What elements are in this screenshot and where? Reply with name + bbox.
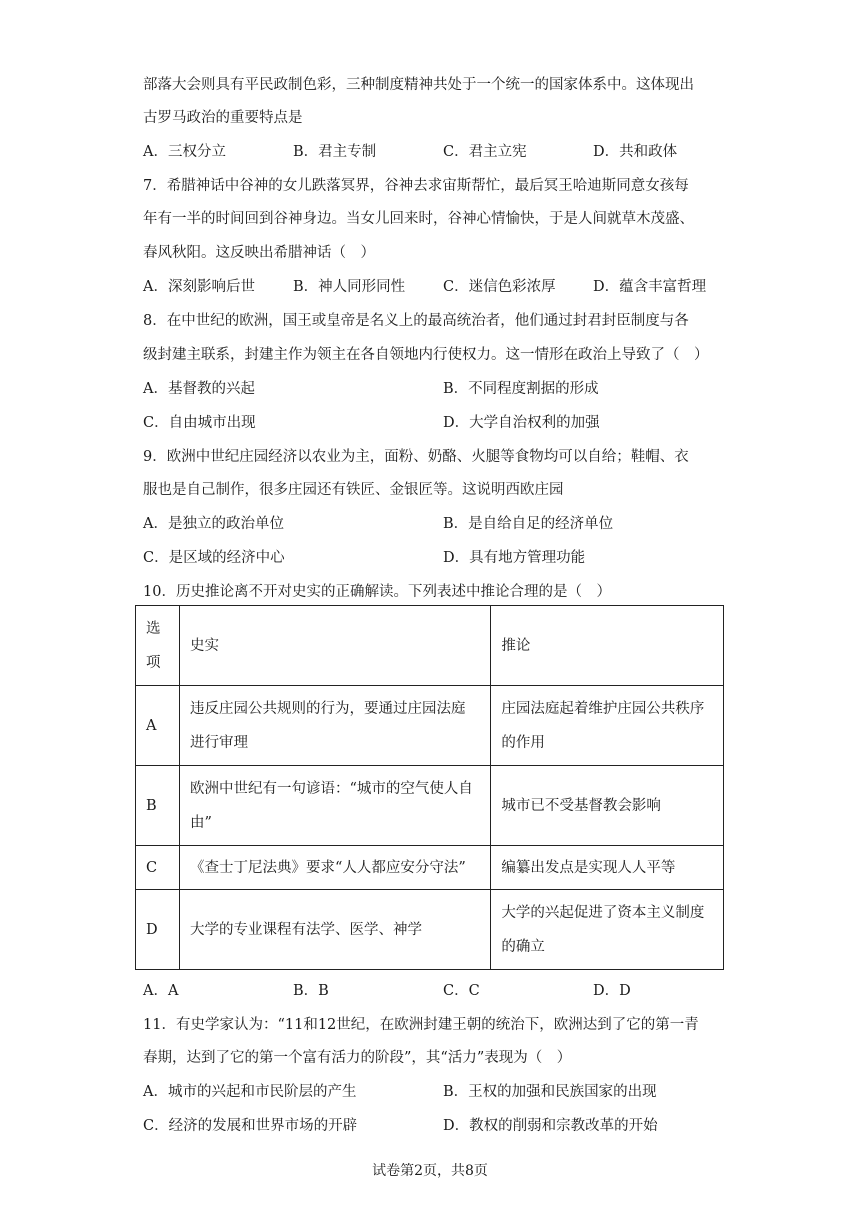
- q7-stem-line-2: 年有一半的时间回到谷神身边。当女儿回来时，谷神心情愉快，于是人间就草木茂盛、: [143, 211, 694, 227]
- q6-option-b[interactable]: B．君主专制: [293, 144, 377, 160]
- row-inference-cell: 编纂出发点是实现人人平等: [491, 846, 724, 890]
- table-row: [136, 890, 724, 970]
- q10-option-d[interactable]: D．D: [593, 983, 631, 999]
- q8-option-d[interactable]: D．大学自治权利的加强: [443, 415, 600, 431]
- row-inference-line-1: 大学的兴起促进了资本主义制度: [501, 904, 705, 921]
- q7-option-d[interactable]: D．蕴含丰富哲理: [593, 279, 707, 295]
- q9-option-d[interactable]: D．具有地方管理功能: [443, 550, 586, 566]
- header-inference-cell: 推论: [491, 606, 724, 686]
- q8-option-b[interactable]: B．不同程度割据的形成: [443, 381, 599, 397]
- row-fact-line-1: 欧洲中世纪有一句谚语：“城市的空气使人自: [189, 780, 473, 797]
- table-row: [136, 846, 724, 890]
- history-inference-table: [135, 605, 724, 970]
- q8-option-a[interactable]: A．基督教的兴起: [143, 381, 255, 397]
- q6-option-d[interactable]: D．共和政体: [593, 144, 678, 160]
- q10-option-a[interactable]: A．A: [143, 983, 179, 999]
- header-option-line-2: 项: [146, 654, 161, 671]
- row-inference-cell: 城市已不受基督教会影响: [491, 766, 724, 846]
- page-footer: 试卷第2页，共8页: [372, 1163, 488, 1179]
- q10-stem: 10．历史推论离不开对史实的正确解读。下列表述中推论合理的是（ ）: [143, 584, 611, 600]
- row-fact-line-2: 由”: [189, 814, 212, 831]
- q11-option-b[interactable]: B．王权的加强和民族国家的出现: [443, 1084, 657, 1100]
- q8-stem-line-1: 8．在中世纪的欧洲，国王或皇帝是名义上的最高统治者，他们通过封君封臣制度与各: [143, 313, 689, 329]
- row-fact-cell: [179, 686, 490, 766]
- q7-option-a[interactable]: A．深刻影响后世: [143, 279, 255, 295]
- q7-option-c[interactable]: C．迷信色彩浓厚: [443, 279, 556, 295]
- row-fact-line-1: 违反庄园公共规则的行为，要通过庄园法庭: [189, 700, 466, 717]
- row-inference-line-2: 的作用: [501, 734, 545, 751]
- row-option-cell: D: [136, 890, 180, 970]
- q11-option-a[interactable]: A．城市的兴起和市民阶层的产生: [143, 1084, 357, 1100]
- row-option-cell: C: [136, 846, 180, 890]
- q9-option-b[interactable]: B．是自给自足的经济单位: [443, 516, 614, 532]
- q7-stem-line-1: 7．希腊神话中谷神的女儿跌落冥界，谷神去求宙斯帮忙，最后冥王哈迪斯同意女孩每: [143, 178, 689, 194]
- header-fact-cell: 史实: [179, 606, 490, 686]
- q10-option-b[interactable]: B．B: [293, 983, 329, 999]
- row-option-cell: A: [136, 686, 180, 766]
- table-row: [136, 686, 724, 766]
- q9-stem-line-1: 9．欧洲中世纪庄园经济以农业为主，面粉、奶酪、火腿等食物均可以自给；鞋帽、衣: [143, 449, 689, 465]
- q11-option-d[interactable]: D．教权的削弱和宗教改革的开始: [443, 1118, 658, 1134]
- q9-option-c[interactable]: C．是区域的经济中心: [143, 550, 285, 566]
- table-header-row: [136, 606, 724, 686]
- q10-option-c[interactable]: C．C: [443, 983, 480, 999]
- q6-stem-line-1: 部落大会则具有平民政制色彩，三种制度精神共处于一个统一的国家体系中。这体现出: [143, 77, 694, 93]
- header-option-cell: [136, 606, 180, 686]
- q11-stem-line-1: 11．有史学家认为：“11和12世纪，在欧洲封建王朝的统治下，欧洲达到了它的第一青: [143, 1017, 699, 1033]
- table-row: [136, 766, 724, 846]
- q9-option-a[interactable]: A．是独立的政治单位: [143, 516, 284, 532]
- row-inference-line-1: 庄园法庭起着维护庄园公共秩序: [501, 700, 705, 717]
- row-fact-line-2: 进行审理: [189, 734, 248, 751]
- row-option-cell: B: [136, 766, 180, 846]
- header-option-line-1: 选: [146, 620, 161, 637]
- q11-option-c[interactable]: C．经济的发展和世界市场的开辟: [143, 1118, 358, 1134]
- q6-option-c[interactable]: C．君主立宪: [443, 144, 527, 160]
- q6-option-a[interactable]: A．三权分立: [143, 144, 226, 160]
- row-inference-cell: [491, 686, 724, 766]
- q8-stem-line-2: 级封建主联系，封建主作为领主在各自领地内行使权力。这一情形在政治上导致了（ ）: [143, 347, 709, 363]
- q6-stem-line-2: 古罗马政治的重要特点是: [143, 110, 303, 126]
- row-inference-line-2: 的确立: [501, 938, 545, 955]
- q9-stem-line-2: 服也是自己制作，很多庄园还有铁匠、金银匠等。这说明西欧庄园: [143, 482, 564, 498]
- q7-stem-line-3: 春风秋阳。这反映出希腊神话（ ）: [143, 245, 375, 261]
- q11-stem-line-2: 春期，达到了它的第一个富有活力的阶段”，其“活力”表现为（ ）: [143, 1050, 572, 1066]
- q7-option-b[interactable]: B．神人同形同性: [293, 279, 406, 295]
- row-inference-cell: [491, 890, 724, 970]
- q8-option-c[interactable]: C．自由城市出现: [143, 415, 256, 431]
- row-fact-cell: [179, 766, 490, 846]
- row-fact-cell: 大学的专业课程有法学、医学、神学: [179, 890, 490, 970]
- row-fact-cell: 《查士丁尼法典》要求“人人都应安分守法”: [179, 846, 490, 890]
